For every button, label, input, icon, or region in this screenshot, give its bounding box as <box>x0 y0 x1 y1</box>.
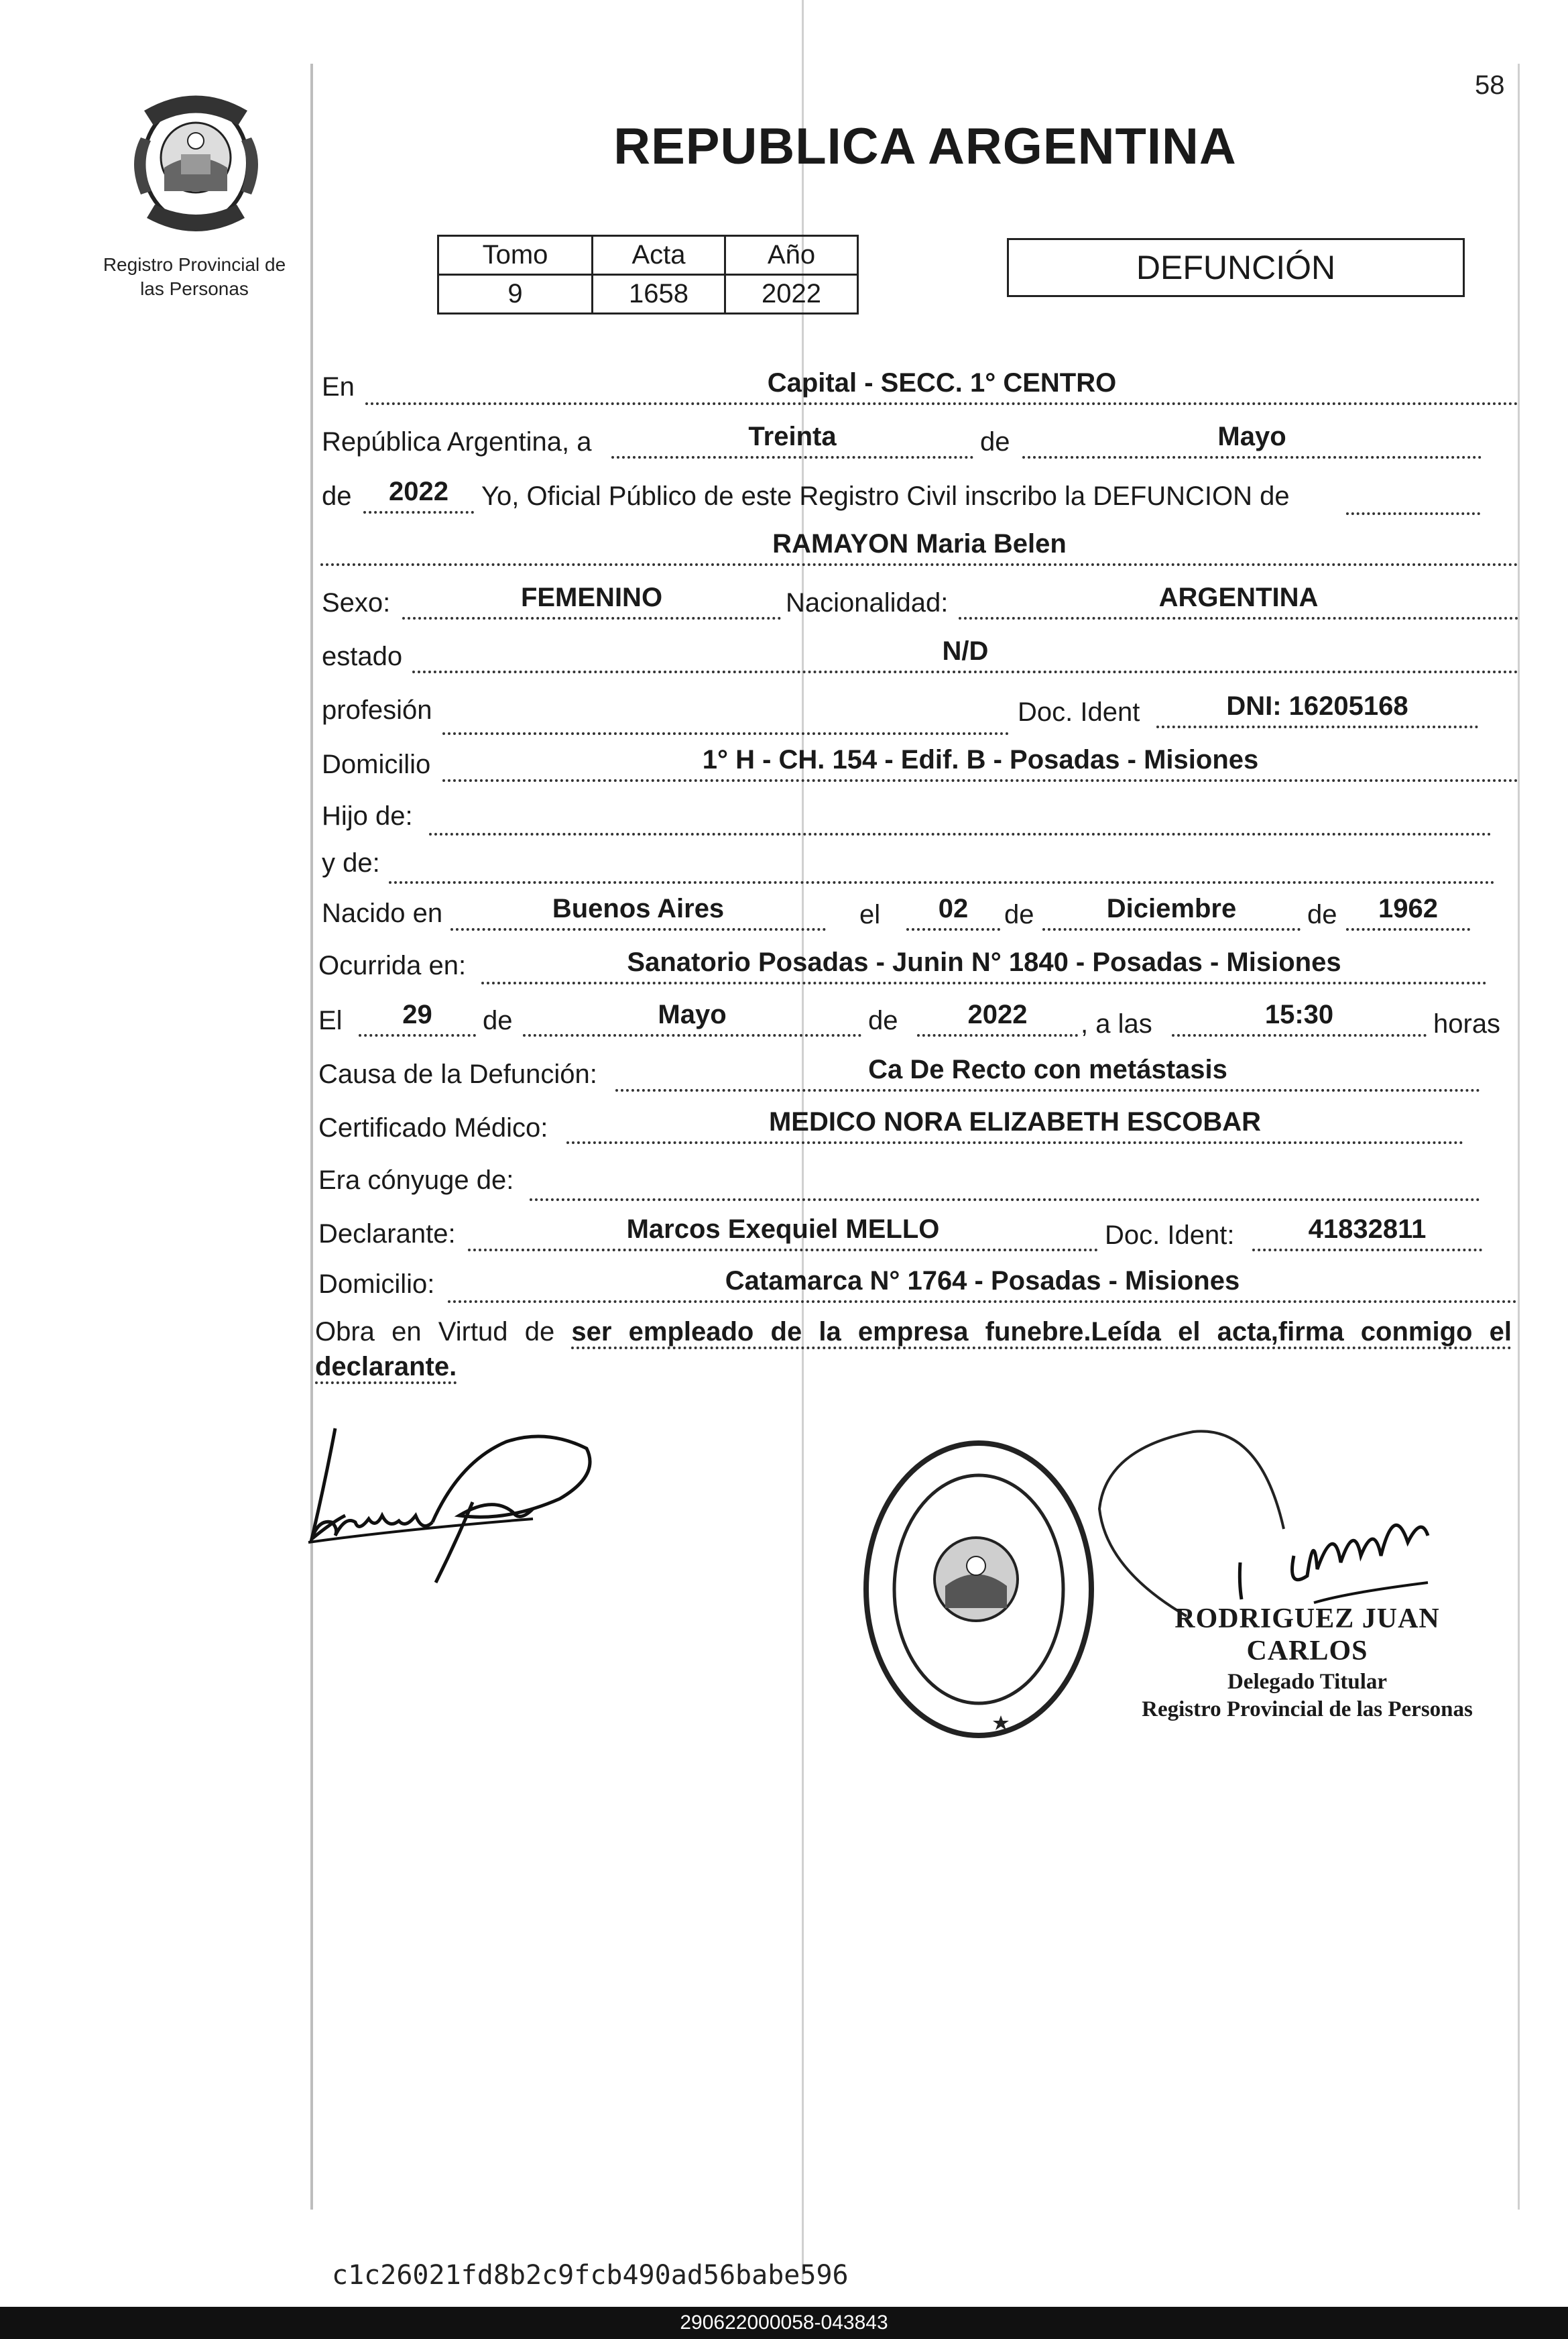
tomo-header-row <box>438 236 858 275</box>
nacido-value: Buenos Aires <box>450 893 826 931</box>
conyuge-label: Era cónyuge de: <box>318 1165 514 1195</box>
anio-header: Año <box>725 236 858 275</box>
en-value: Capital - SECC. 1° CENTRO <box>365 367 1518 405</box>
conyuge-dots <box>530 1163 1480 1201</box>
official-name: RODRIGUEZ JUAN CARLOS <box>1174 1603 1440 1666</box>
domicilio2-value: Catamarca N° 1764 - Posadas - Misiones <box>448 1265 1517 1303</box>
nacido-label: Nacido en <box>322 899 443 928</box>
page-title: REPUBLICA ARGENTINA <box>613 118 1237 175</box>
hijo-dots <box>429 798 1492 836</box>
declarant-signature <box>305 1422 600 1596</box>
acta-header: Acta <box>593 236 725 275</box>
obra-label: Obra en Virtud de <box>315 1317 555 1347</box>
nacimiento-mes: Diciembre <box>1042 893 1301 931</box>
official-role: Delegado Titular <box>1227 1670 1388 1694</box>
nombre-value: RAMAYON Maria Belen <box>320 528 1518 566</box>
defuncion-mes: Mayo <box>523 999 861 1037</box>
defuncion-dia: 29 <box>359 999 476 1037</box>
inscribo-dots <box>1346 477 1480 515</box>
de6-label: de <box>868 1006 898 1035</box>
tomo-header: Tomo <box>438 236 593 275</box>
de2-label: de <box>322 481 352 511</box>
acta-value: 1658 <box>593 275 725 314</box>
anio-value: 2022 <box>725 275 858 314</box>
defuncion-hora: 15:30 <box>1172 999 1427 1037</box>
certificado-value: MEDICO NORA ELIZABETH ESCOBAR <box>566 1106 1463 1144</box>
el-label: el <box>859 900 881 929</box>
declarante-label: Declarante: <box>318 1219 456 1249</box>
de3-label: de <box>1004 900 1034 929</box>
nacionalidad-label: Nacionalidad: <box>786 588 949 618</box>
nacionalidad-value: ARGENTINA <box>959 582 1518 620</box>
yde-label: y de: <box>322 848 380 878</box>
act-type-box: DEFUNCIÓN <box>1007 238 1465 297</box>
sexo-value: FEMENINO <box>402 582 781 620</box>
profesion-dots <box>442 697 1009 735</box>
tomo-acta-table <box>437 235 859 315</box>
registry-label-line1: Registro Provincial de <box>103 254 286 275</box>
hijo-label: Hijo de: <box>322 801 413 831</box>
horas-label: horas <box>1433 1009 1501 1039</box>
tomo-value: 9 <box>438 275 593 314</box>
obra-value: ser empleado de la empresa funebre.Leída el acta,firma conmigo el declarante. <box>315 1317 1512 1384</box>
mes-value: Mayo <box>1022 421 1482 459</box>
en-label: En <box>322 372 355 402</box>
defuncion-anio: 2022 <box>917 999 1078 1037</box>
doc-label: Doc. Ident <box>1018 697 1140 727</box>
ocurrida-value: Sanatorio Posadas - Junin N° 1840 - Posadas - Misiones <box>481 947 1487 984</box>
doc2-label: Doc. Ident: <box>1105 1220 1235 1250</box>
nacimiento-dia: 02 <box>906 893 1000 931</box>
domicilio-value: 1° H - CH. 154 - Edif. B - Posadas - Misiones <box>442 744 1518 782</box>
page-number: 58 <box>1475 70 1505 100</box>
official-stamp <box>858 1435 1099 1744</box>
causa-value: Ca De Recto con metástasis <box>615 1054 1480 1092</box>
registry-label-line2: las Personas <box>140 278 249 299</box>
domicilio2-label: Domicilio: <box>318 1269 435 1299</box>
anio-inscripcion-value: 2022 <box>363 476 474 514</box>
causa-label: Causa de la Defunción: <box>318 1060 597 1089</box>
declarante-value: Marcos Exequiel MELLO <box>468 1214 1098 1251</box>
doc-value: DNI: 16205168 <box>1156 691 1478 728</box>
registry-label <box>80 253 308 301</box>
nacimiento-anio: 1962 <box>1346 893 1470 931</box>
yde-dots <box>389 846 1495 884</box>
obra-paragraph <box>315 1314 1512 1384</box>
republica-label: República Argentina, a <box>322 427 592 457</box>
document-hash: c1c26021fd8b2c9fcb490ad56babe596 <box>332 2260 849 2291</box>
official-signature-block <box>1133 1603 1482 1722</box>
estado-value: N/D <box>412 636 1518 673</box>
doc2-value: 41832811 <box>1252 1214 1482 1251</box>
inscribo-text: Yo, Oficial Público de este Registro Civil inscribo la DEFUNCION de <box>481 481 1290 511</box>
registry-logo <box>124 84 268 238</box>
domicilio-label: Domicilio <box>322 750 431 779</box>
el2-label: El <box>318 1006 343 1035</box>
de4-label: de <box>1307 900 1337 929</box>
left-margin-line <box>310 64 313 2210</box>
estado-label: estado <box>322 642 403 671</box>
alas-label: , a las <box>1081 1009 1152 1039</box>
tomo-value-row <box>438 275 858 314</box>
de5-label: de <box>483 1006 513 1035</box>
official-org: Registro Provincial de las Personas <box>1142 1697 1473 1721</box>
certificado-label: Certificado Médico: <box>318 1113 548 1143</box>
footer-code-bar: 290622000058-043843 <box>0 2307 1568 2339</box>
de-label: de <box>980 427 1010 457</box>
sexo-label: Sexo: <box>322 588 391 618</box>
dia-value: Treinta <box>611 421 973 459</box>
profesion-label: profesión <box>322 695 432 725</box>
ocurrida-label: Ocurrida en: <box>318 951 467 980</box>
